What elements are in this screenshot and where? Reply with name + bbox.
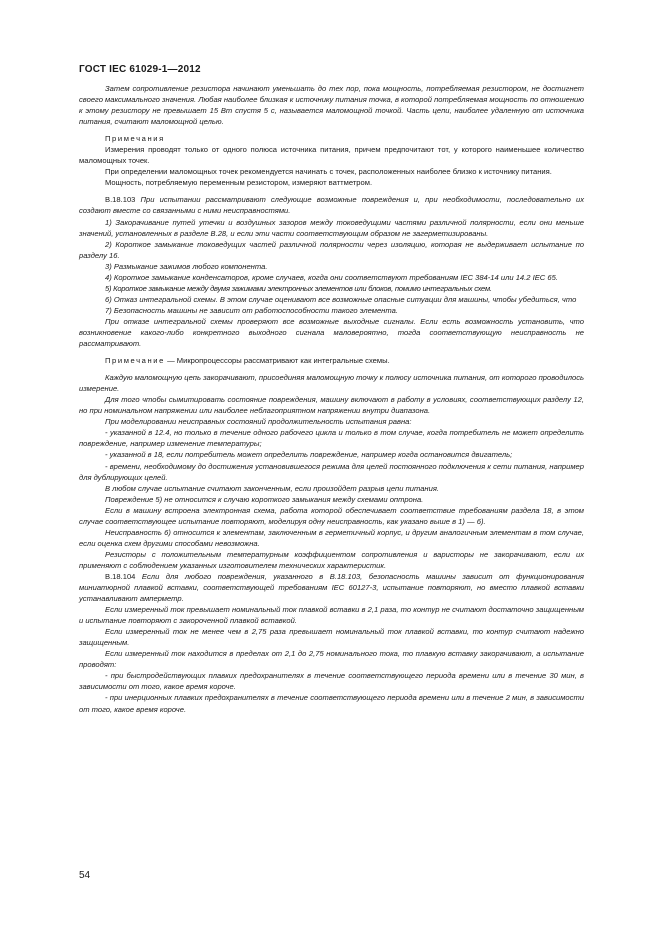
clause-b18-104 [79, 571, 584, 604]
paragraph: Каждую маломощную цепь закорачивают, присоединяя маломощную точку к полюсу источника питания, от которого проводилось измерение. [79, 373, 584, 394]
list-item: 3) Размыкание зажимов любого компонента. [105, 261, 268, 271]
list-item: - времени, необходимому до достижения установившегося режима для целей постоянного подключения к сети питания, например для дублирующих целей. [79, 461, 584, 482]
list-item: 2) Короткое замыкание токоведущих частей различной полярности через изоляцию, которая не выдерживает испытание по разделу 16. [79, 239, 584, 260]
list-item: 1) Закорачивание путей утечки и воздушных зазоров между токоведущими частями различной полярности, если они меньше значений, установленных в разделе В.28, и если эти части соответствующим образом не загерметизированы. [79, 217, 584, 238]
list-item: 5) Короткое замыкание между двумя зажимами электронных элементов или блоков, помимо интегральных схем. [105, 283, 492, 293]
paragraph: Неисправность 6) относится к элементам, заключенным в герметичный корпус, и другим аналогичным элементам в том случае, если оценка схем другими способами невозможна. [79, 527, 584, 548]
note-paragraph: При определении маломощных точек рекомендуется начинать с точек, расположенных наиболее близко к источнику питания. [105, 167, 552, 177]
note-label: Примечание [105, 356, 165, 366]
list-item: 6) Отказ интегральной схемы. В этом случае оценивают все возможные опасные ситуации для машины, чтобы убедиться, что [105, 294, 577, 304]
note-single [79, 355, 584, 366]
list-item: - указанной в 18, если потребитель может определить повреждение, например когда остановится двигатель; [105, 450, 513, 460]
clause-b18-103 [79, 194, 584, 216]
page-number: 54 [79, 870, 91, 881]
list-item: - при быстродействующих плавких предохранителях в течение соответствующего периода времени или в течение 30 мин, в зависимости от того, какое время короче. [79, 671, 584, 692]
paragraph: Повреждение 5) не относится к случаю короткого замыкания между схемами оптрона. [105, 494, 424, 504]
paragraph: Затем сопротивление резистора начинают уменьшать до тех пор, пока мощность, потребляемая резистором, не достигнет своего максимального значения. Любая наиболее близкая к источнику питания точка, в которой потребляемая мощность по отношению к этому резистору не превышает 15 Вт спустя 5 с, называется маломощной точкой. Часть цепи, наиболее удаленную от источника питания, считают маломощной целью. [79, 84, 584, 127]
paragraph: Если измеренный ток находится в пределах от 2,1 до 2,75 номинального тока, то плавкую вставку закорачивают, а испытание проводят: [79, 649, 584, 670]
list-item: При отказе интегральной схемы проверяют все возможные выходные сигналы. Если есть возможность установить, что возникновение какого-либо конкретного выходного сигнала маловероятно, тогда соответствующую неисправность не рассматривают. [79, 316, 584, 349]
clause-number: В.18.103 [105, 195, 141, 205]
paragraph: В любом случае испытание считают законченным, если произойдет разрыв цепи питания. [105, 483, 439, 493]
note-paragraph: Измерения проводят только от одного полюса источника питания, причем предпочитают тот, у которого наименьшее количество маломощных точек. [79, 145, 584, 166]
paragraph: Резисторы с положительным температурным коэффициентом сопротивления и варисторы не закорачивают, если их применяют с соблюдением указанных изготовителем технических характеристик. [79, 549, 584, 570]
list-item: - при инерционных плавких предохранителях в течение соответствующего периода времени или в течение 2 мин, в зависимости от того, какое время короче. [79, 693, 584, 714]
clause-text: Если для любого повреждения, указанного в В.18.103, безопасность машины зависит от функционирования миниатюрной плавкой вставки, соответствующей требованиям IEC 60127-3, испытание повторяют, но вместо плавкой вставки устанавливают амперметр. [79, 571, 584, 604]
list-item: 7) Безопасность машины не зависит от работоспособности такого элемента. [105, 305, 398, 315]
paragraph: Для того чтобы сымитировать состояние повреждения, машину включают в работу в условиях, соответствующих разделу 12, но при номинальном напряжении или наиболее неблагоприятном напряжении внутри диапазона. [79, 395, 584, 416]
paragraph: Если измеренный ток превышает номинальный ток плавкой вставки в 2,1 раза, то контур не считают достаточно защищенным и испытание повторяют с закороченной плавкой вставкой. [79, 605, 584, 626]
paragraph: Если измеренный ток не менее чем в 2,75 раза превышает номинальный ток плавкой вставки, то контур считают надежно защищенным. [79, 627, 584, 648]
note-text: — Микропроцессоры рассматривают как интегральные схемы. [164, 356, 390, 366]
list-item: 4) Короткое замыкание конденсаторов, кроме случаев, когда они соответствуют требованиям IEC 384-14 или 14.2 IEC 65. [105, 272, 558, 282]
note-paragraph: Мощность, потребляемую переменным резистором, измеряют ваттметром. [105, 178, 373, 188]
page-header: ГОСТ IEC 61029-1—2012 [79, 64, 201, 75]
paragraph: При моделировании неисправных состояний продолжительность испытания равна: [105, 417, 412, 427]
list-item: - указанной в 12.4, но только в течение одного рабочего цикла и только в том случае, когда потребитель не может определить повреждение, например изменение температуры; [79, 428, 584, 449]
note-heading: Примечания [105, 134, 165, 144]
document-body [79, 83, 584, 715]
clause-text: При испытании рассматривают следующие возможные повреждения и, при необходимости, последовательно их создают вместе со связанными с ними неисправностями. [79, 195, 584, 216]
paragraph: Если в машину встроена электронная схема, работа которой обеспечивает соответствие требованиям раздела 18, в этом случае соответствующее испытание повторяют, моделируя одну неисправность, как указано выше в 1) — 6). [79, 505, 584, 526]
clause-number: В.18.104 [105, 571, 142, 581]
